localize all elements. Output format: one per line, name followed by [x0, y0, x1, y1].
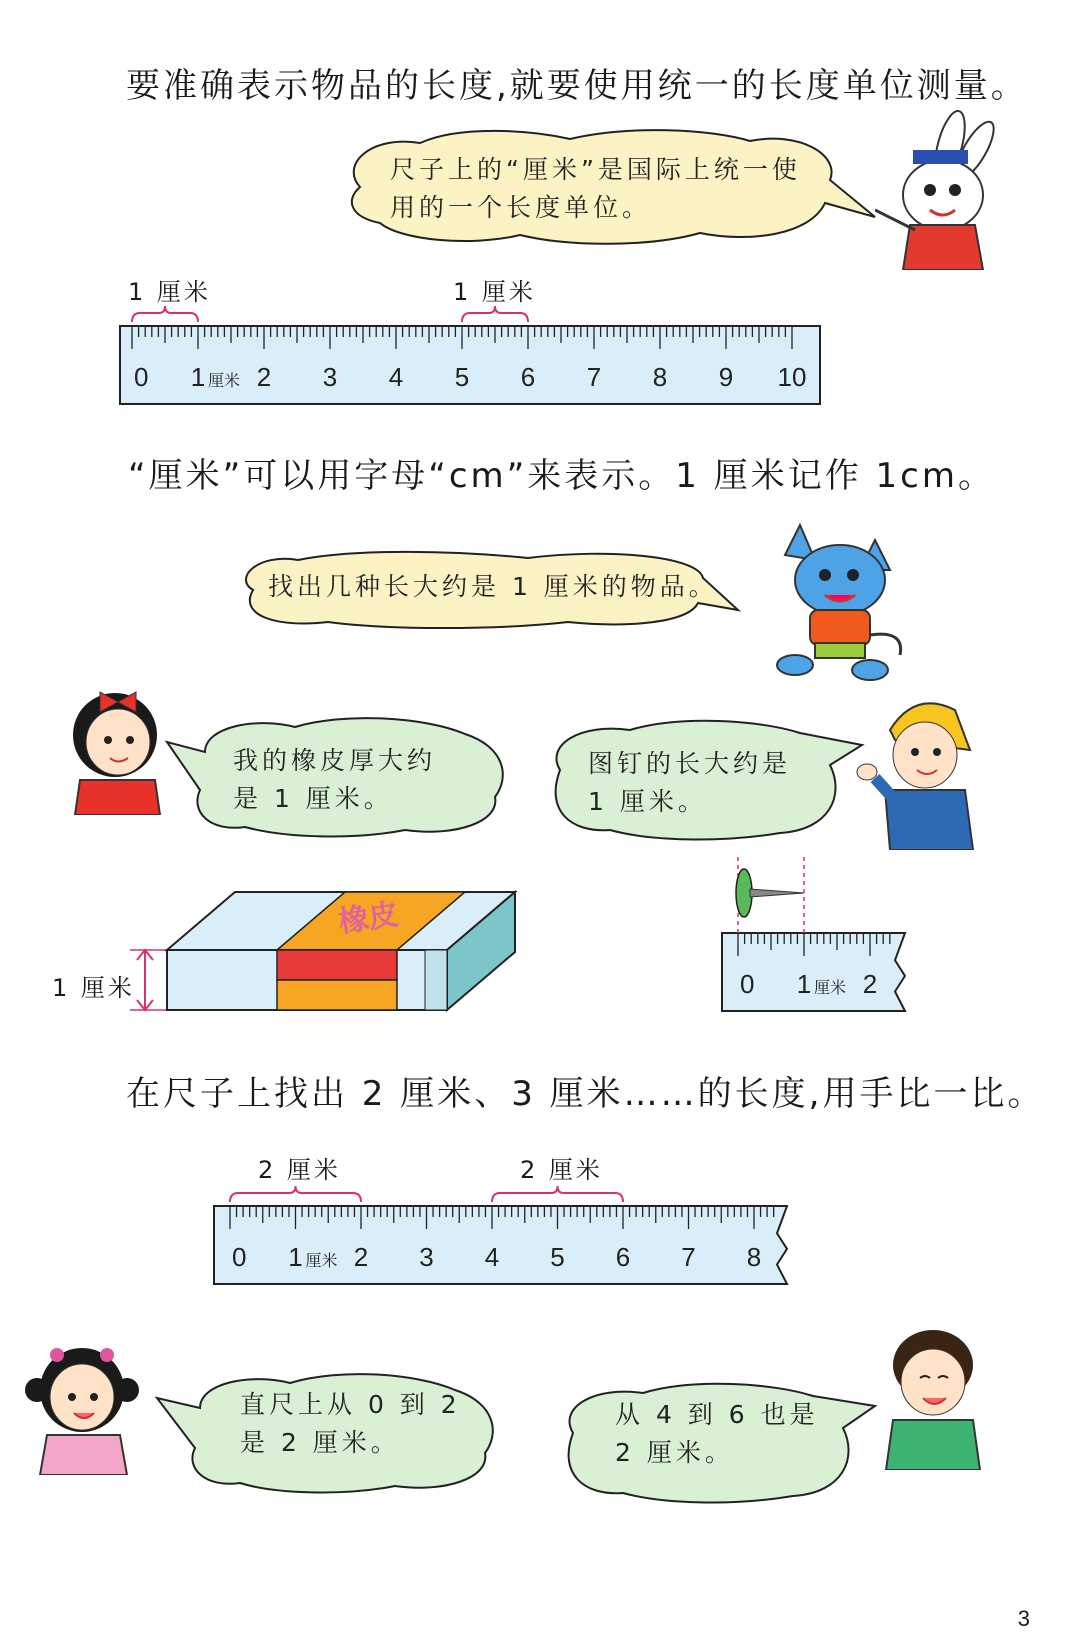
girl2-speech-bubble — [155, 1368, 500, 1493]
rabbit-speech-bubble — [330, 125, 850, 250]
ruler-number: 0 — [740, 969, 755, 999]
ruler-number: 8 — [652, 362, 668, 392]
ruler-number: 1 — [190, 362, 206, 392]
rabbit-speech-text: 尺子上的“厘米”是国际上统一使 用的一个长度单位。 — [390, 155, 801, 222]
ruler2-bracket-label-left: 2 厘米 — [258, 1156, 341, 1184]
ruler-number: 7 — [681, 1242, 696, 1272]
find-lengths-text: 在尺子上找出 2 厘米、3 厘米……的长度,用手比一比。 — [126, 1074, 1045, 1114]
girl-illustration — [60, 680, 170, 815]
ruler-number: 3 — [322, 362, 338, 392]
ruler-0-to-10 — [118, 300, 828, 414]
boy2-speech-bubble — [553, 1378, 878, 1503]
eraser-label: 橡皮 — [336, 897, 401, 941]
ruler-number: 10 — [777, 362, 807, 392]
ruler-0-to-8 — [212, 1180, 802, 1294]
ruler-number: 0 — [134, 362, 149, 392]
ruler-number: 3 — [419, 1242, 434, 1272]
page-number: 3 — [1017, 1606, 1030, 1631]
length-bracket — [230, 1186, 361, 1202]
length-bracket — [462, 306, 528, 322]
cat-speech-bubble — [228, 548, 738, 628]
intro-text: 要准确表示物品的长度,就要使用统一的长度单位测量。 — [126, 66, 1028, 106]
girl-eraser-speech-bubble — [165, 712, 510, 837]
ruler2-bracket-label-right: 2 厘米 — [520, 1156, 603, 1184]
boy-pin-speech-bubble — [540, 715, 865, 840]
boy-pin-speech-text: 图钉的长大约是 1 厘米。 — [588, 749, 792, 816]
ruler-number: 4 — [484, 1242, 500, 1272]
cm-explanation-text: “厘米”可以用字母“cm”来表示。1 厘米记作 1cm。 — [128, 456, 995, 496]
boy-in-green-sweater-illustration — [878, 1320, 988, 1470]
blue-cat-illustration — [755, 515, 915, 685]
ruler-number: 1 — [796, 969, 812, 999]
ruler-body — [120, 326, 820, 404]
pin-ruler — [720, 855, 920, 1024]
ruler-number: 7 — [586, 362, 602, 392]
length-bracket — [492, 1186, 623, 1202]
ruler-number: 2 — [256, 362, 272, 392]
eraser-thickness-label: 1 厘米 — [52, 974, 135, 1002]
girl2-speech-text: 直尺上从 0 到 2 是 2 厘米。 — [240, 1390, 461, 1457]
ruler-number: 2 — [353, 1242, 369, 1272]
ruler-number: 6 — [520, 362, 536, 392]
ruler1-bracket-label-right: 1 厘米 — [453, 278, 536, 306]
cat-speech-text: 找出几种长大约是 1 厘米的物品。 — [268, 572, 718, 601]
ruler-number: 0 — [232, 1242, 247, 1272]
ruler-unit-label: 厘米 — [814, 980, 847, 997]
ruler-number: 6 — [615, 1242, 631, 1272]
ruler-number: 5 — [454, 362, 470, 392]
length-bracket — [132, 306, 198, 322]
ruler-number: 8 — [746, 1242, 762, 1272]
boy2-speech-text: 从 4 到 6 也是 2 厘米。 — [615, 1400, 819, 1467]
ruler-number: 9 — [718, 362, 734, 392]
ruler-unit-label: 厘米 — [208, 373, 241, 390]
eraser-illustration — [125, 880, 525, 1020]
ruler-number: 2 — [862, 969, 878, 999]
ruler-number: 1 — [288, 1242, 303, 1272]
girl-eraser-speech-text: 我的橡皮厚大约 是 1 厘米。 — [233, 746, 437, 813]
ruler1-bracket-label-left: 1 厘米 — [128, 278, 211, 306]
ruler-number: 4 — [388, 362, 404, 392]
ruler-number: 5 — [550, 1242, 565, 1272]
ruler-unit-label: 厘米 — [305, 1253, 338, 1270]
girl-with-pigtails-illustration — [22, 1335, 142, 1475]
rabbit-teacher-illustration — [875, 110, 995, 270]
boy-with-cap-illustration — [855, 690, 985, 850]
